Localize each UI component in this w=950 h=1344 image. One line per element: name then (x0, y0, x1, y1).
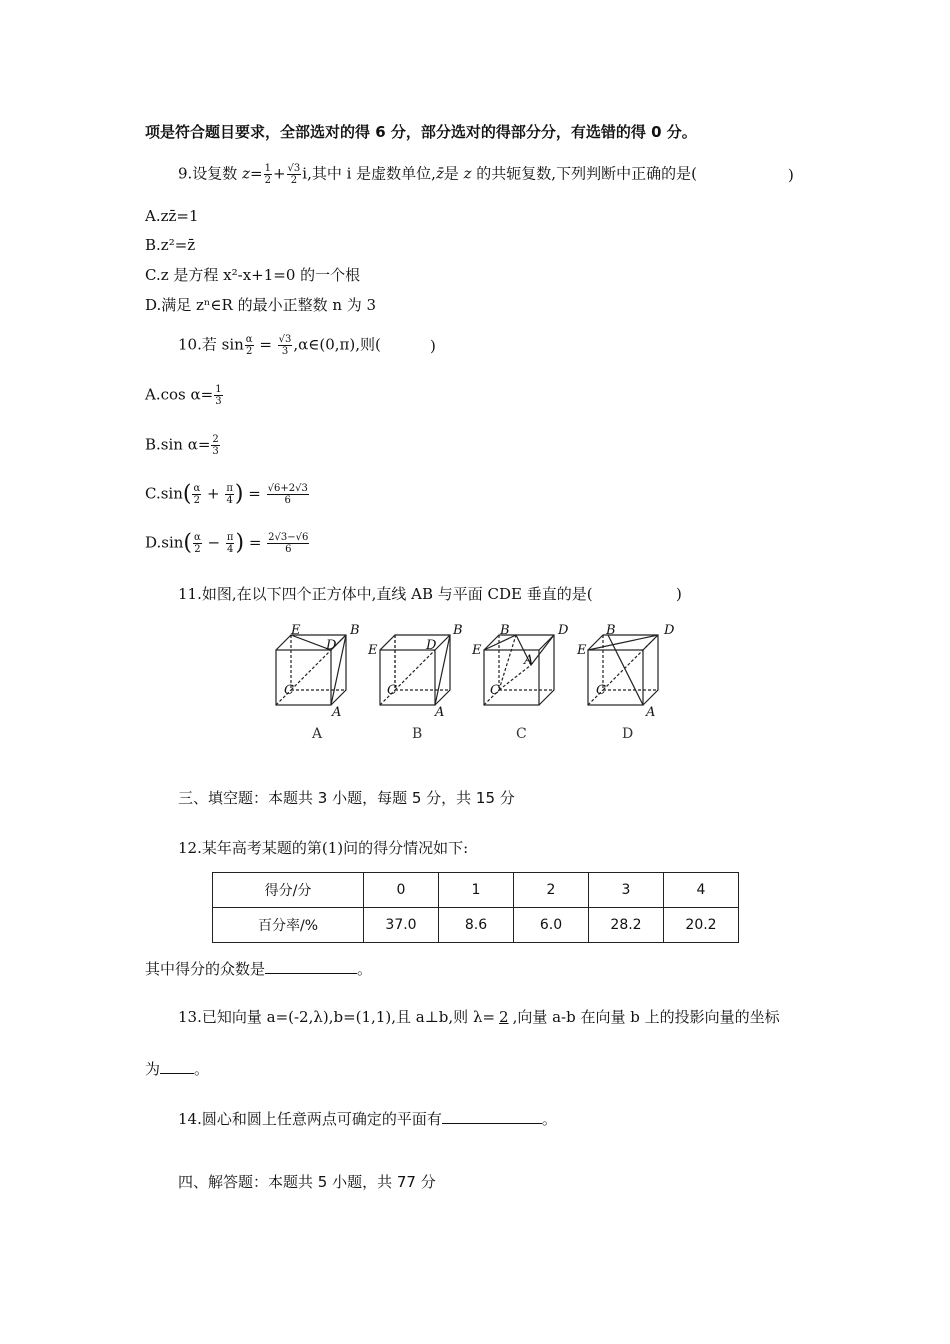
cube-c-label-b: B (500, 623, 510, 638)
q10-opt-c-rparen: ) (234, 481, 244, 507)
q10-opt-d-rparen: ) (235, 530, 245, 556)
cube-b-label-b: B (453, 623, 463, 638)
q9-option-d: D.满足 zⁿ∈R 的最小正整数 n 为 3 (145, 296, 377, 314)
q12-after-end: 。 (357, 960, 373, 978)
q10-r-num: √3 (278, 334, 292, 345)
q10-opt-c-label: C.sin (145, 484, 183, 503)
question-13 (178, 1007, 780, 1027)
q10-close-paren: ) (430, 337, 436, 355)
q10-opt-c-rhs (267, 483, 309, 506)
table-cell: 3 (589, 873, 664, 908)
cube-d-label-e: E (577, 643, 587, 658)
q10-r-den: 3 (281, 346, 289, 357)
table-cell: 4 (664, 873, 739, 908)
q10-opt-c-p-num: π (226, 483, 233, 494)
q10-opt-c-a-num: α (193, 483, 201, 494)
table-cell: 2 (514, 873, 589, 908)
table-cell: 6.0 (514, 908, 589, 943)
table-cell: 0 (364, 873, 439, 908)
q10-opt-d-frac-a (193, 532, 202, 555)
cube-c-label-e: E (472, 643, 482, 658)
question-14 (178, 1107, 557, 1129)
q10-opt-d-rhs-den: 6 (285, 544, 292, 555)
q9-mid: 是 (443, 164, 464, 183)
q10-opt-c-frac-a (192, 483, 201, 506)
q9-option-b: B.z²=z̄ (145, 236, 196, 254)
q10-option-a (145, 384, 224, 407)
figure-label-b: B (412, 726, 423, 742)
table-cell: 28.2 (589, 908, 664, 943)
q10-frac-r (278, 334, 293, 357)
question-9 (178, 163, 697, 186)
q9-i-text: i,其中 i 是虚数单位, (302, 164, 436, 183)
cube-c-label-a: A (524, 653, 534, 668)
q10-opt-a-num: 1 (215, 384, 222, 395)
q10-a-den: 2 (245, 346, 253, 357)
q9-z2: z (463, 164, 472, 183)
table-row (213, 873, 739, 908)
figure-label-c: C (516, 726, 527, 742)
cube-c-label-c: C (490, 683, 500, 698)
q10-opt-d-eq: = (244, 533, 267, 552)
score-table (212, 872, 739, 943)
table-cell: 20.2 (664, 908, 739, 943)
q10-opt-c-lparen: ( (182, 481, 192, 507)
q10-opt-d-rhs (267, 532, 309, 555)
cube-b-label-d: D (426, 638, 437, 653)
cube-a-label-c: C (284, 683, 294, 698)
q9-z: z (242, 164, 250, 183)
q9-fraction-1 (264, 163, 272, 186)
table-cell: 8.6 (439, 908, 514, 943)
q10-opt-c-rhs-den: 6 (284, 495, 291, 506)
q10-option-c (145, 483, 310, 506)
table-cell: 得分/分 (213, 873, 364, 908)
q9-close-paren: ) (788, 166, 794, 184)
q10-opt-b-num: 2 (212, 434, 219, 445)
q13-answer-blank[interactable] (160, 1057, 194, 1074)
q10-opt-d-op: − (202, 533, 225, 552)
q10-opt-a-label: A.cos α= (145, 385, 214, 404)
q13-line-2 (145, 1057, 209, 1079)
cube-b-label-e: E (368, 643, 378, 658)
q9-f2-den: 2 (290, 175, 298, 186)
q9-suffix: 的共轭复数,下列判断中正确的是( (471, 164, 697, 183)
q10-a-num: α (245, 334, 253, 345)
q10-opt-d-frac-p (226, 532, 235, 555)
q14-answer-blank[interactable] (442, 1107, 542, 1124)
cube-b-label-c: C (387, 683, 397, 698)
q13-line2-text: 为 (145, 1060, 161, 1078)
question-12: 12.某年高考某题的第(1)问的得分情况如下: (178, 839, 469, 857)
q10-opt-a-den: 3 (215, 396, 222, 407)
cube-a-label-a: A (332, 705, 342, 720)
q9-option-a: A.zz̄=1 (145, 207, 199, 225)
q14-text: 14.圆心和圆上任意两点可确定的平面有 (178, 1110, 442, 1128)
q9-plus: + (272, 164, 286, 183)
figure-label-a: A (312, 726, 323, 742)
q12-answer-blank[interactable] (265, 957, 357, 974)
q10-opt-c-eq: = (243, 484, 266, 503)
q14-end: 。 (541, 1110, 557, 1128)
q10-opt-d-p-den: 4 (226, 544, 234, 555)
figure-label-d: D (622, 726, 634, 742)
q10-suffix: ,α∈(0,π),则( (293, 335, 381, 354)
q9-f1-num: 1 (264, 163, 271, 174)
q10-opt-c-p-den: 4 (226, 495, 233, 506)
q10-prefix: 10.若 sin (178, 335, 244, 354)
q10-opt-b-den: 3 (212, 446, 219, 457)
q13-line2-end: 。 (194, 1060, 210, 1078)
q12-after-text: 其中得分的众数是 (145, 960, 266, 978)
q10-opt-d-a-num: α (194, 532, 201, 543)
cube-figures (268, 620, 688, 750)
q9-eq: = (250, 164, 263, 183)
q10-opt-d-lparen: ( (183, 530, 193, 556)
q10-frac-a (245, 334, 254, 357)
table-cell: 1 (439, 873, 514, 908)
q10-option-b (145, 434, 221, 457)
cube-a-label-d: D (326, 638, 337, 653)
q13-text-b: ,向量 a-b 在向量 b 上的投影向量的坐标 (512, 1008, 780, 1026)
q10-option-d (145, 532, 310, 555)
table-cell: 百分率/% (213, 908, 364, 943)
cube-a-label-b: B (350, 623, 360, 638)
cube-d-label-c: C (596, 683, 606, 698)
q9-prefix: 9.设复数 (178, 164, 243, 183)
table-cell: 37.0 (364, 908, 439, 943)
cube-a-label-e: E (291, 623, 301, 638)
q10-opt-c-rhs-num: √6+2√3 (267, 483, 308, 494)
q9-zbar: z̄ (435, 164, 444, 183)
cube-d-label-d: D (664, 623, 675, 638)
cube-b-label-a: A (435, 705, 445, 720)
question-11: 11.如图,在以下四个正方体中,直线 AB 与平面 CDE 垂直的是( (178, 585, 593, 603)
q12-answer-line (145, 957, 372, 979)
q10-opt-c-op: + (202, 484, 225, 503)
q13-text-a: 13.已知向量 a=(-2,λ),b=(1,1),且 a⊥b,则 λ= (178, 1008, 496, 1026)
q10-opt-c-frac-p (225, 483, 234, 506)
section-4-heading: 四、解答题：本题共 5 小题，共 77 分 (178, 1173, 436, 1191)
q10-opt-b-frac (211, 434, 219, 457)
q10-opt-d-p-num: π (226, 532, 234, 543)
q10-opt-d-a-den: 2 (194, 544, 201, 555)
q10-opt-d-label: D.sin (145, 533, 184, 552)
q9-fraction-2 (287, 163, 302, 186)
q10-eq: = (254, 335, 277, 354)
q9-f2-num: √3 (287, 163, 301, 174)
q10-opt-b-label: B.sin α= (145, 435, 211, 454)
cube-d-label-b: B (606, 623, 616, 638)
q9-f1-den: 2 (264, 175, 271, 186)
q13-lambda-value: 2 (499, 1008, 509, 1026)
q9-option-c: C.z 是方程 x²-x+1=0 的一个根 (145, 266, 361, 284)
q10-opt-c-a-den: 2 (193, 495, 201, 506)
q10-opt-a-frac (214, 384, 222, 407)
section-3-heading: 三、填空题：本题共 3 小题，每题 5 分，共 15 分 (178, 789, 515, 807)
table-row (213, 908, 739, 943)
q10-opt-d-rhs-num: 2√3−√6 (268, 532, 309, 543)
cube-c-label-d: D (558, 623, 569, 638)
instructions-text: 项是符合题目要求，全部选对的得 6 分，部分选对的得部分分，有选错的得 0 分。 (145, 123, 697, 141)
question-10 (178, 334, 381, 357)
cube-d-label-a: A (646, 705, 656, 720)
q11-close-paren: ) (676, 585, 682, 603)
